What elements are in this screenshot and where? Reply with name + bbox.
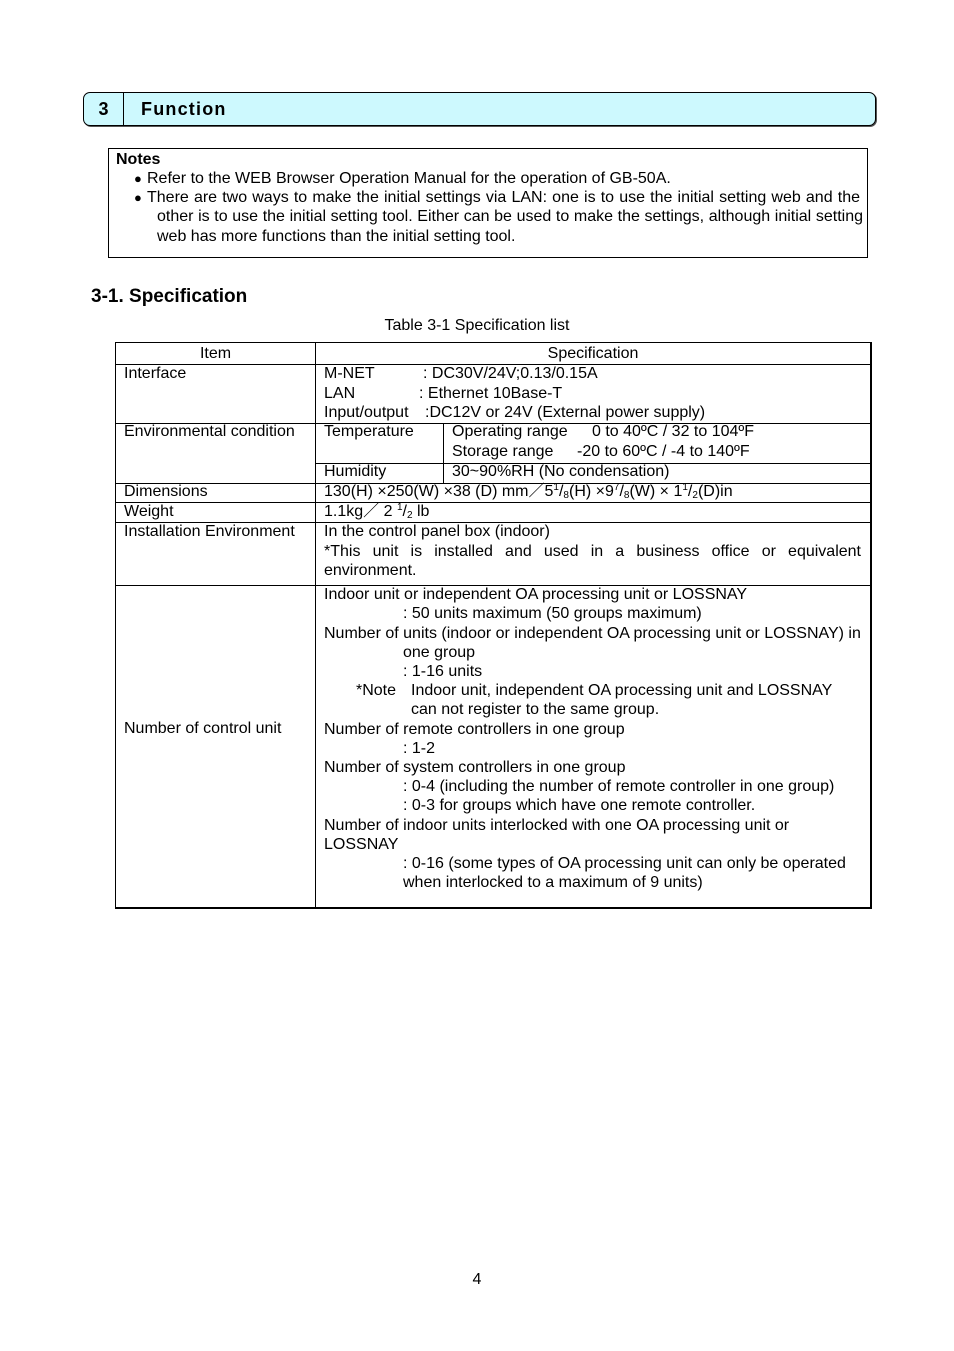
row-divider — [116, 502, 870, 503]
installation-line: *This unit is installed and used in a business office or equivalent — [324, 542, 861, 560]
storage-range-value: -20 to 60ºC / -4 to 140ºF — [577, 443, 750, 461]
note-item-2-line-1: There are two ways to make the initial settings via LAN: one is to use the initial setting web and the — [147, 189, 860, 207]
humidity-value: 30~90%RH (No condensation) — [452, 463, 670, 481]
interface-mnet-label: M-NET — [324, 365, 375, 383]
subsection-title: 3-1. Specification — [91, 286, 248, 307]
fraction-numerator: 7 — [613, 482, 620, 494]
dimensions-text: 130(H) ×250(W) ×38 (D) mm／5 — [324, 483, 554, 501]
control-units-line: one group — [403, 643, 476, 661]
bullet-icon: ● — [134, 171, 142, 186]
dimensions-text: (D)in — [697, 483, 733, 501]
notes-box — [108, 148, 868, 258]
control-units-line: : 1-2 — [403, 739, 436, 757]
interface-mnet-value: : DC30V/24V;0.13/0.15A — [423, 365, 598, 383]
control-units-line: Indoor unit or independent OA processing unit or LOSSNAY — [324, 586, 748, 604]
control-units-line: : 1-16 units — [403, 663, 483, 681]
control-units-note-text: can not register to the same group. — [411, 701, 660, 719]
control-units-line: : 0-16 (some types of OA processing unit can only be operated — [403, 855, 846, 873]
dimensions-value — [324, 482, 733, 502]
weight-text: 1.1kg／ 2 — [324, 503, 397, 521]
installation-line: environment. — [324, 561, 417, 579]
header-specification: Specification — [547, 344, 639, 362]
control-units-line: Number of units (indoor or independent OA processing unit or LOSSNAY) in — [324, 624, 861, 642]
section-header — [83, 92, 876, 126]
control-units-line: Number of remote controllers in one group — [324, 720, 625, 738]
control-units-line: : 0-4 (including the number of remote controller in one group) — [403, 778, 835, 796]
notes-heading: Notes — [116, 151, 161, 168]
weight-item: Weight — [124, 503, 174, 521]
environment-item: Environmental condition — [124, 423, 295, 441]
control-units-line: : 50 units maximum (50 groups maximum) — [403, 605, 702, 623]
control-units-line: LOSSNAY — [324, 835, 399, 853]
interface-io-label: Input/output — [324, 404, 409, 422]
operating-range-label: Operating range — [452, 423, 568, 441]
control-units-item: Number of control unit — [124, 720, 282, 738]
bullet-icon: ● — [134, 190, 142, 205]
fraction-numerator: 1 — [682, 482, 688, 494]
operating-range-value: 0 to 40ºC / 32 to 104ºF — [592, 423, 755, 441]
humidity-label: Humidity — [324, 463, 387, 481]
column-divider — [315, 343, 316, 907]
section-number: 3 — [84, 93, 124, 125]
storage-range-label: Storage range — [452, 443, 554, 461]
control-units-note-text: Indoor unit, independent OA processing unit and LOSSNAY — [411, 682, 833, 700]
table-caption: Table 3-1 Specification list — [384, 317, 570, 334]
interface-item: Interface — [124, 365, 187, 383]
fraction-denominator: 2 — [692, 490, 698, 502]
fraction-slash: / — [619, 483, 624, 501]
control-units-line: Number of indoor units interlocked with one OA processing unit or — [324, 816, 790, 834]
dimensions-text: (W) × 1 — [629, 483, 683, 501]
control-units-note-label: *Note — [356, 682, 397, 700]
interface-lan-label: LAN — [324, 384, 356, 402]
temperature-label: Temperature — [324, 423, 414, 441]
weight-text: lb — [412, 503, 430, 521]
fraction-numerator: 1 — [553, 482, 559, 494]
fraction-numerator: 1 — [396, 502, 403, 514]
dimensions-text: (H) ×9 — [568, 483, 614, 501]
subcell-divider — [443, 423, 444, 483]
interface-io-value: :DC12V or 24V (External power supply) — [425, 404, 706, 422]
note-item-2-line-2: other is to use the initial setting tool. Either can be used to make the settings, although initial setting — [157, 208, 863, 226]
page-number: 4 — [472, 1271, 482, 1288]
header-item: Item — [199, 344, 232, 362]
installation-line: In the control panel box (indoor) — [324, 523, 550, 541]
fraction-slash: / — [558, 483, 564, 501]
note-item-1-line-1: Refer to the WEB Browser Operation Manual for the operation of GB-50A. — [147, 170, 671, 188]
fraction-slash: / — [402, 503, 407, 521]
control-units-line: Number of system controllers in one group — [324, 759, 626, 777]
dimensions-item: Dimensions — [124, 483, 208, 501]
fraction-denominator: 2 — [406, 510, 413, 522]
specification-table — [115, 342, 872, 909]
fraction-denominator: 8 — [623, 490, 630, 502]
control-units-line: : 0-3 for groups which have one remote controller. — [403, 797, 756, 815]
installation-item: Installation Environment — [124, 523, 295, 541]
weight-value — [324, 502, 429, 522]
interface-lan-value: : Ethernet 10Base-T — [419, 384, 563, 402]
fraction-slash: / — [687, 483, 693, 501]
fraction-denominator: 8 — [563, 490, 569, 502]
note-item-2-line-3: web has more functions than the initial setting tool. — [157, 228, 516, 246]
control-units-line: when interlocked to a maximum of 9 units) — [403, 874, 703, 892]
section-title: Function — [141, 99, 227, 119]
